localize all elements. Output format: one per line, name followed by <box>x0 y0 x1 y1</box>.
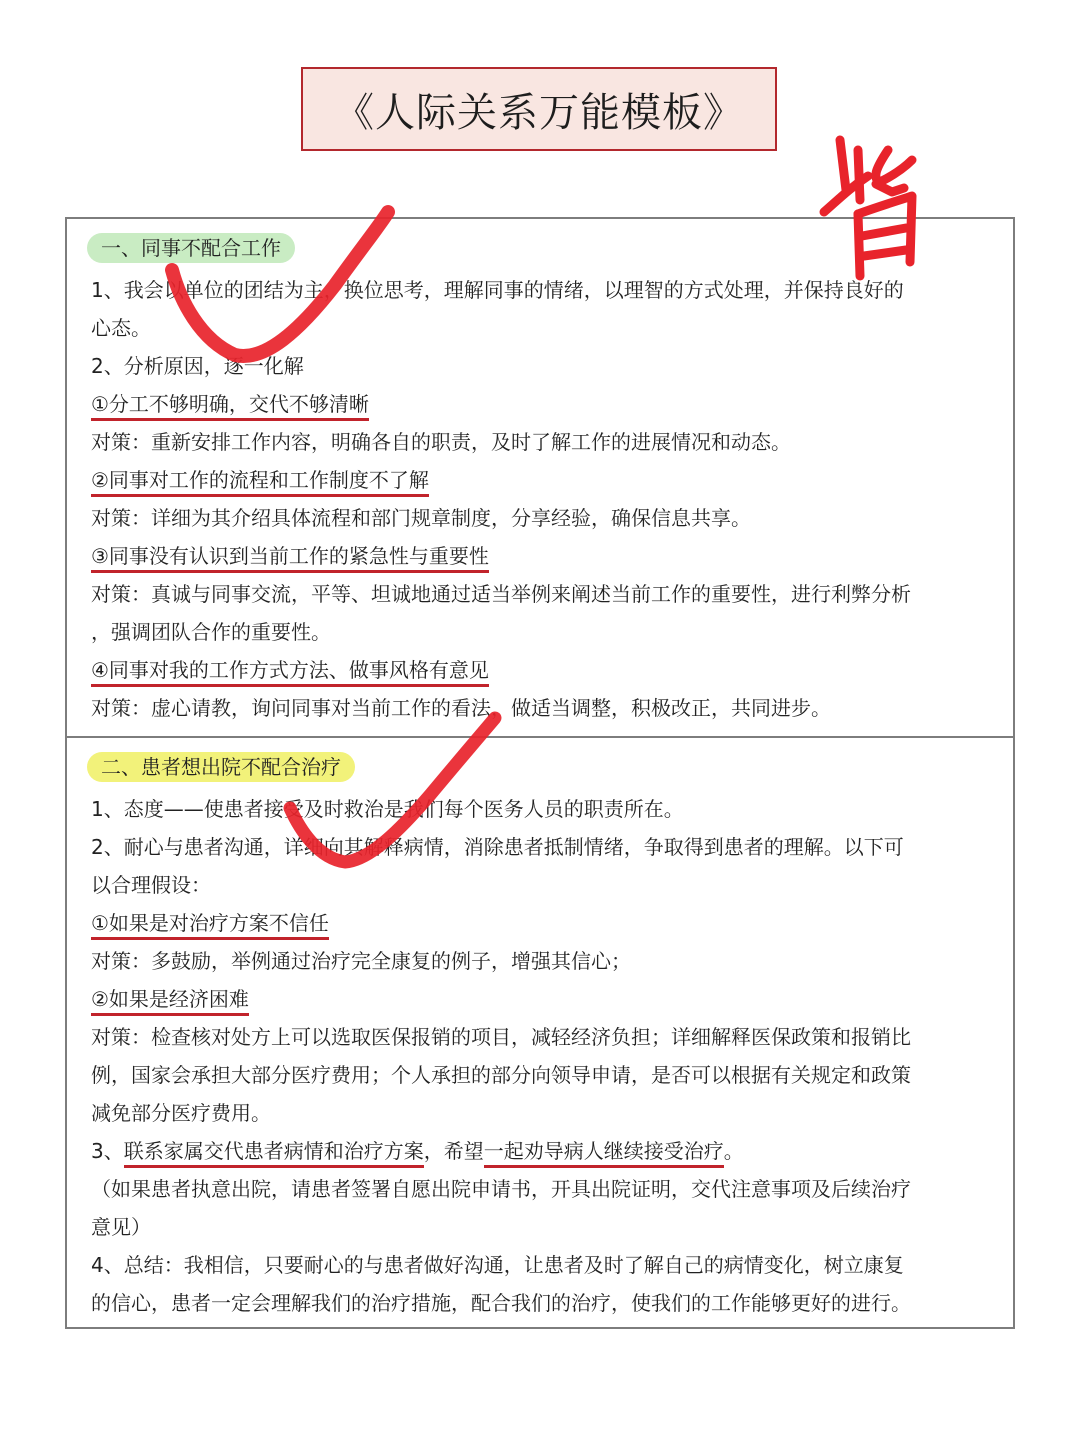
text-line: 2、分析原因，逐一化解 <box>91 354 304 378</box>
text-line: 2、耐心与患者沟通，详细向其解释病情，消除患者抵制情绪，争取得到患者的理解。以下可 <box>91 835 904 859</box>
page-title: 《人际关系万能模板》 <box>334 89 744 136</box>
text-line: 对策：多鼓励，举例通过治疗完全康复的例子，增强其信心； <box>91 949 631 973</box>
text-line: 对策：重新安排工作内容，明确各自的职责，及时了解工作的进展情况和动态。 <box>91 430 791 454</box>
text-line: 对策：真诚与同事交流，平等、坦诚地通过适当举例来阐述当前工作的重要性，进行利弊分析 <box>91 582 911 606</box>
section-heading: 一、同事不配合工作 <box>87 233 295 263</box>
text-line: （如果患者执意出院，请患者签署自愿出院申请书，开具出院证明，交代注意事项及后续治疗 <box>91 1177 911 1201</box>
text-line: 1、态度——使患者接受及时救治是我们每个医务人员的职责所在。 <box>91 797 684 821</box>
text-line: ，强调团队合作的重要性。 <box>91 620 331 644</box>
text-line: 4、总结：我相信，只要耐心的与患者做好沟通，让患者及时了解自己的病情变化，树立康复 <box>91 1253 904 1277</box>
text-line: 对策：检查核对处方上可以选取医保报销的项目，减轻经济负担；详细解释医保政策和报销比 <box>91 1025 911 1049</box>
line3-mid: ，希望 <box>423 1139 484 1163</box>
text-line: 意见） <box>91 1215 151 1239</box>
section-heading: 二、患者想出院不配合治疗 <box>87 752 355 782</box>
underlined-point: ②如果是经济困难 <box>91 987 249 1016</box>
underlined-point: ①如果是对治疗方案不信任 <box>91 911 329 940</box>
text-line: 例，国家会承担大部分医疗费用；个人承担的部分向领导申请，是否可以根据有关规定和政策 <box>91 1063 911 1087</box>
text-line: 对策：虚心请教，询问同事对当前工作的看法，做适当调整，积极改正，共同进步。 <box>91 696 831 720</box>
underlined-point: ③同事没有认识到当前工作的紧急性与重要性 <box>91 544 489 573</box>
line3-suffix: 。 <box>723 1139 744 1163</box>
text-line: 心态。 <box>91 316 151 340</box>
underlined-point: ①分工不够明确，交代不够清晰 <box>91 392 369 421</box>
underlined-point: 联系家属交代患者病情和治疗方案 <box>124 1139 424 1168</box>
line3-prefix: 3、 <box>91 1139 124 1163</box>
underlined-point: 一起劝导病人继续接受治疗 <box>484 1139 724 1168</box>
section-patient <box>65 736 1015 1329</box>
section-colleague <box>65 217 1015 738</box>
text-line: 对策：详细为其介绍具体流程和部门规章制度，分享经验，确保信息共享。 <box>91 506 751 530</box>
title-box <box>301 67 777 151</box>
text-line-3 <box>91 1138 744 1164</box>
text-line: 以合理假设： <box>91 873 211 897</box>
text-line: 的信心，患者一定会理解我们的治疗措施，配合我们的治疗，使我们的工作能够更好的进行。 <box>91 1291 911 1315</box>
text-line: 1、我会以单位的团结为主，换位思考，理解同事的情绪，以理智的方式处理，并保持良好的 <box>91 278 904 302</box>
underlined-point: ④同事对我的工作方式方法、做事风格有意见 <box>91 658 489 687</box>
text-line: 减免部分医疗费用。 <box>91 1101 271 1125</box>
underlined-point: ②同事对工作的流程和工作制度不了解 <box>91 468 429 497</box>
